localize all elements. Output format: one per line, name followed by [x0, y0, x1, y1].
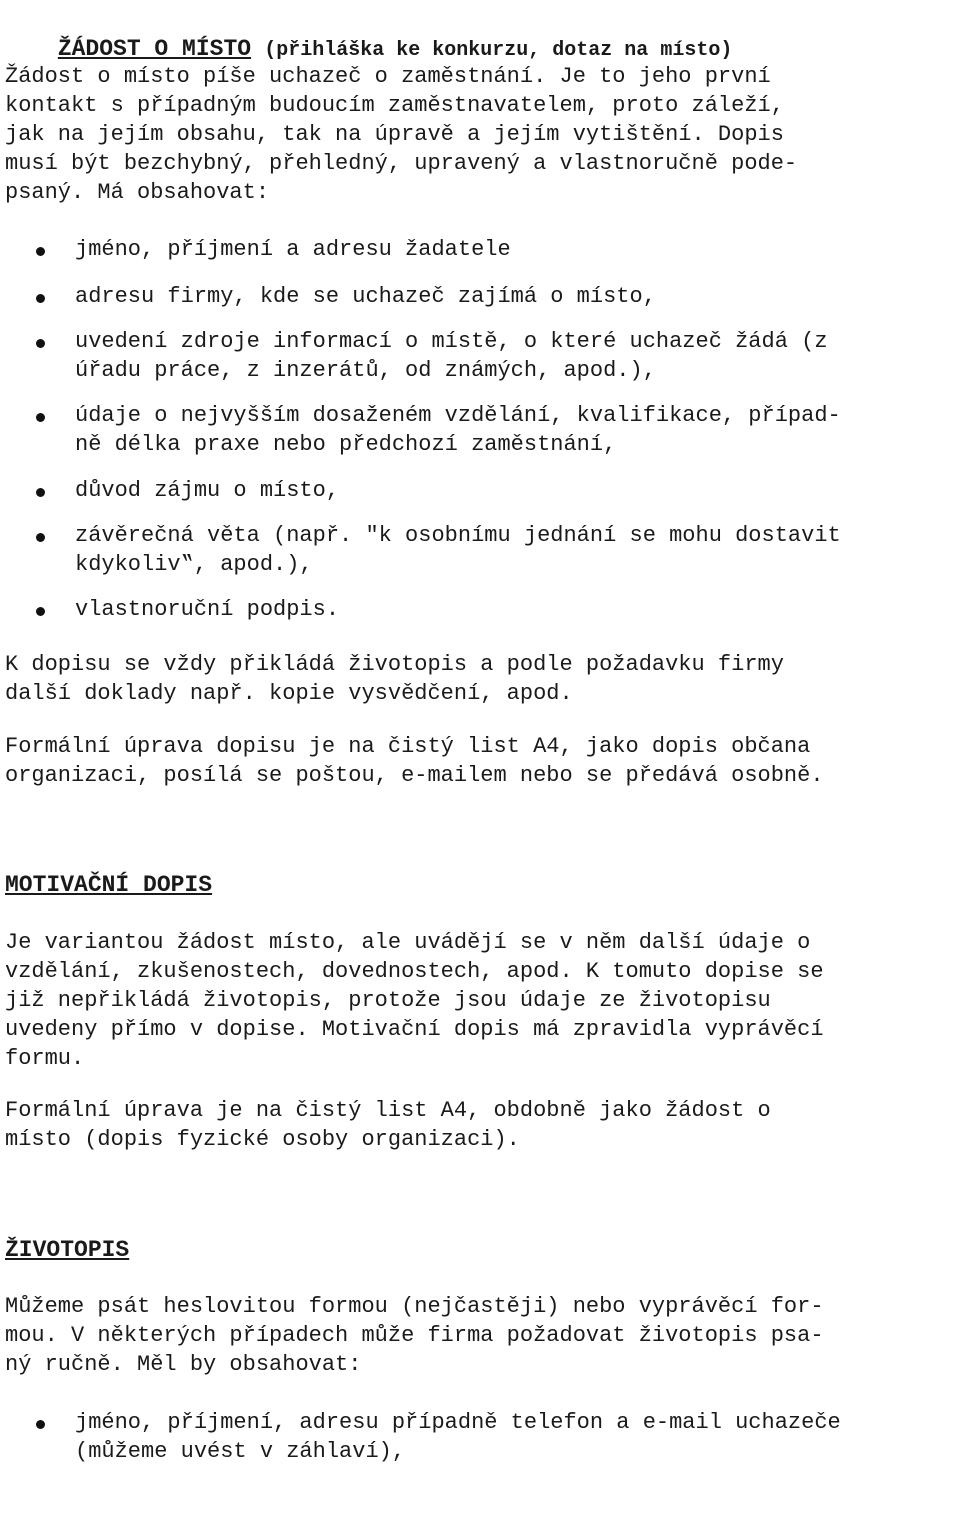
list-item-text: jméno, příjmení, adresu případně telefon a e-mail uchazeče (můžeme uvést v záhlaví),	[75, 1410, 841, 1464]
list-item-text: důvod zájmu o místo,	[75, 478, 340, 503]
list-item	[0, 1408, 955, 1524]
motivacni-paragraph: Je variantou žádost místo, ale uvádějí se v něm další údaje o vzdělání, zkušenostech, dovednostech, apod. K tomuto dopise se již nepřikládá životopis, protože jsou údaje ze životopisu uvedeny přímo v dopise. Motivační dopis má zpravidla vyprávěcí formu.	[5, 930, 824, 1071]
bullet-icon	[36, 607, 45, 616]
bullet-icon	[36, 339, 45, 348]
list-item-text: údaje o nejvyšším dosaženém vzdělání, kvalifikace, případ- ně délka praxe nebo předchozí zaměstnání,	[75, 403, 841, 457]
bullet-icon	[36, 488, 45, 497]
bullet-icon	[36, 533, 45, 542]
format-paragraph: Formální úprava dopisu je na čistý list A4, jako dopis občana organizaci, posílá se poštou, e-mailem nebo se předává osobně.	[5, 734, 824, 788]
section-subtitle: (přihláška ke konkurzu, dotaz na místo)	[264, 39, 733, 62]
bullet-icon	[36, 413, 45, 422]
section-title: ŽÁDOST O MÍSTO	[57, 36, 252, 62]
bullet-icon	[36, 1420, 45, 1429]
bullet-icon	[36, 294, 45, 303]
list-item-text: vlastnoruční podpis.	[75, 597, 340, 622]
motivacni-format-paragraph: Formální úprava je na čistý list A4, obdobně jako žádost o místo (dopis fyzické osoby organizaci).	[5, 1098, 771, 1152]
section-zivotopis-title: ŽIVOTOPIS	[5, 1237, 130, 1263]
section-motivacni-title: MOTIVAČNÍ DOPIS	[5, 872, 213, 898]
list-item-text: adresu firmy, kde se uchazeč zajímá o místo,	[75, 284, 656, 309]
list-item-text: jméno, příjmení a adresu žadatele	[75, 237, 511, 262]
bullet-icon	[36, 247, 45, 256]
intro-paragraph: Žádost o místo píše uchazeč o zaměstnání. Je to jeho první kontakt s případným budoucím zaměstnavatelem, proto záleží, jak na jejím obsahu, tak na úpravě a jejím vytištění. Dopis musí být bezchybný, přehledný, upravený a vlastnoručně pode- psaný. Má obsahovat:	[5, 64, 798, 205]
zivotopis-paragraph: Můžeme psát heslovitou formou (nejčastěji) nebo vyprávěcí for- mou. V některých případech může firma požadovat životopis psa- ný ručně. Měl by obsahovat:	[5, 1294, 824, 1377]
list-item-text: uvedení zdroje informací o místě, o které uchazeč žádá (z úřadu práce, z inzerátů, od známých, apod.),	[75, 329, 828, 383]
attachments-paragraph: K dopisu se vždy přikládá životopis a podle požadavku firmy další doklady např. kopie vysvědčení, apod.	[5, 652, 784, 706]
list-item-text: závěrečná věta (např. "k osobnímu jednání se mohu dostavit kdykoliv‟, apod.),	[75, 523, 841, 577]
